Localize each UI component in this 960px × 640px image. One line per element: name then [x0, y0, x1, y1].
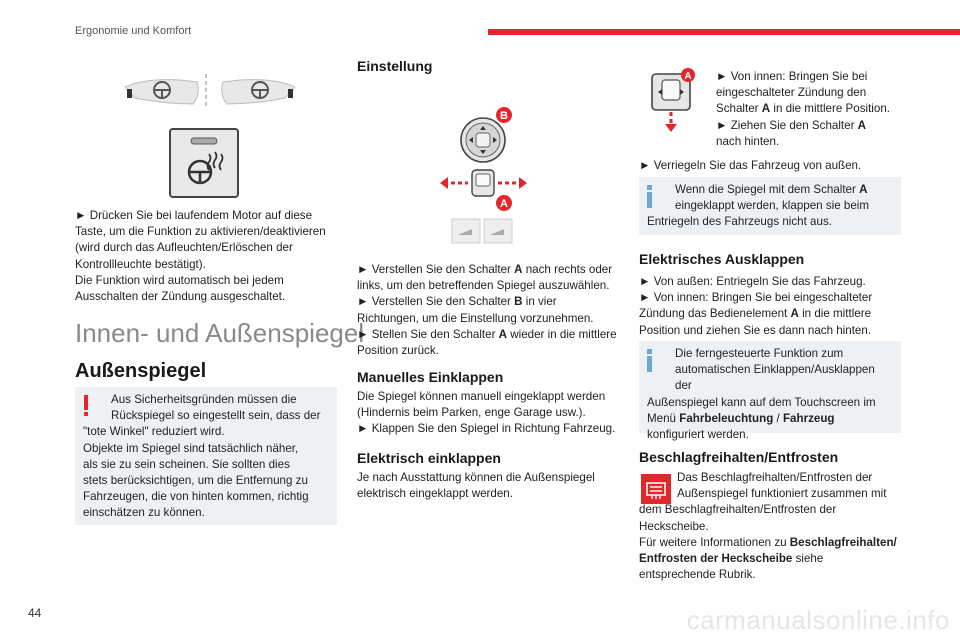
text-line: Außenspiegel kann auf dem Touchscreen im [647, 395, 876, 409]
text-line: als sie zu sein scheinen. Sie sollten dies [83, 457, 290, 471]
heading-elektrisch: Elektrisch einklappen [357, 450, 501, 466]
heading-beschlag: Beschlagfreihalten/Entfrosten [639, 449, 839, 465]
text-line: entsprechende Rubrik. [639, 568, 756, 582]
beschlag-text [639, 470, 904, 583]
text-line: Für weitere Informationen zu Beschlagfreihalten/ [639, 535, 897, 549]
text-line: Position und ziehen Sie es dann nach hinten. [639, 323, 872, 337]
text-line: automatischen Einklappen/Ausklappen der [675, 363, 875, 393]
text-line: Ausschalten der Zündung ausgeschaltet. [75, 290, 286, 304]
text-line: (Hindernis beim Parken, enge Garage usw.). [357, 406, 586, 420]
heading-ausklappen: Elektrisches Ausklappen [639, 251, 805, 267]
text-line: ► Klappen Sie den Spiegel in Richtung Fahrzeug. [357, 422, 616, 436]
text-line: links, um den betreffenden Spiegel auszuwählen. [357, 279, 610, 293]
heading-manuell: Manuelles Einklappen [357, 369, 504, 385]
text-line: Heckscheibe. [639, 519, 709, 533]
lock-text: ► Verriegeln Sie das Fahrzeug von außen. [639, 159, 862, 172]
text-line: elektrisch eingeklappt werden. [357, 487, 513, 501]
info-icon [647, 185, 652, 208]
page-number: 44 [28, 606, 42, 620]
subsection-title: Außenspiegel [75, 360, 207, 382]
text-line: "tote Winkel" reduziert wird. [83, 425, 225, 439]
text-line: stets berücksichtigen, um die Entfernung zu [83, 474, 308, 488]
header-red-bar [488, 29, 960, 35]
text-line: Die Spiegel können manuell eingeklappt werden [357, 390, 606, 403]
heated-steering-button-icon [169, 128, 239, 198]
info-icon [647, 349, 652, 372]
elektrisch-text [357, 470, 622, 502]
text-line: Richtungen, um die Einstellung vorzunehmen. [357, 311, 594, 325]
mirror-control-illustration [438, 104, 538, 246]
text-line: eingeklappt werden, klappen sie beim [675, 199, 869, 213]
text-line: ► Verstellen Sie den Schalter B in vier [357, 295, 557, 309]
text-line: Die ferngesteuerte Funktion zum [675, 347, 844, 360]
text-line: Je nach Ausstattung können die Außenspiegel [357, 471, 595, 484]
intro-text [75, 208, 343, 305]
mirrors-illustration [125, 72, 295, 110]
text-line: Die Funktion wird automatisch bei jedem [75, 273, 284, 287]
text-line: ► Von innen: Bringen Sie bei [716, 70, 868, 83]
col3-top-text [716, 69, 906, 150]
text-line: Position zurück. [357, 344, 439, 358]
section-title: Innen- und Außenspiegel [75, 318, 365, 348]
text-line: Schalter A in die mittlere Position. [716, 102, 890, 116]
text-line: Entfrosten der Heckscheibe siehe [639, 552, 824, 566]
text-line: eingeschalteter Zündung den [716, 86, 867, 100]
ausklappen-text [639, 274, 904, 339]
text-line: Wenn die Spiegel mit dem Schalter A [675, 183, 868, 196]
text-line: dem Beschlagfreihalten/Entfrosten der [639, 503, 837, 517]
fold-switch-illustration [648, 68, 700, 134]
text-line: ► Verstellen Sie den Schalter A nach rechts oder [357, 263, 613, 276]
label-a: A [684, 71, 692, 82]
info-box-1 [639, 177, 901, 235]
text-line: ► Stellen Sie den Schalter A wieder in die mittlere [357, 327, 617, 341]
text-line: ► Drücken Sie bei laufendem Motor auf diese [75, 209, 313, 222]
text-line: (wird durch das Aufleuchten/Erlöschen der [75, 241, 293, 255]
text-line: nach hinten. [716, 134, 780, 148]
text-line: Objekte im Spiegel sind tatsächlich näher, [83, 441, 299, 455]
text-line: einschätzen zu können. [83, 506, 205, 520]
running-header: Ergonomie und Komfort [75, 25, 192, 37]
text-line: ► Von innen: Bringen Sie bei eingeschalteter [639, 291, 873, 305]
label-a: A [500, 198, 508, 210]
warning-icon [83, 395, 90, 416]
text-line: Das Beschlagfreihalten/Entfrosten der [677, 471, 873, 484]
text-line: Fahrzeugen, die von hinten kommen, richtig [83, 490, 309, 504]
text-line: Kontrollleuchte bestätigt). [75, 257, 206, 271]
manuell-text [357, 389, 622, 438]
label-b: B [500, 110, 508, 122]
text-line: Außenspiegel funktioniert zusammen mit [677, 487, 887, 501]
text-line: Rückspiegel so eingestellt sein, dass der [111, 409, 321, 423]
watermark: carmanualsonline.info [686, 605, 950, 635]
warning-box [75, 387, 337, 525]
text-line: Aus Sicherheitsgründen müssen die [111, 393, 297, 406]
info-box-2 [639, 341, 901, 442]
heading-einstellung: Einstellung [357, 58, 433, 74]
text-line: ► Von außen: Entriegeln Sie das Fahrzeug. [639, 275, 866, 288]
text-line: Menü Fahrbeleuchtung / Fahrzeug [647, 411, 835, 425]
text-line: Zündung das Bedienelement A in die mittlere [639, 307, 872, 321]
text-line: konfiguriert werden. [647, 428, 749, 442]
einstellung-text [357, 262, 622, 359]
text-line: Entriegeln des Fahrzeugs nicht aus. [647, 215, 832, 229]
text-line: Taste, um die Funktion zu aktivieren/deaktivieren [75, 225, 326, 239]
text-line: ► Ziehen Sie den Schalter A [716, 118, 867, 132]
